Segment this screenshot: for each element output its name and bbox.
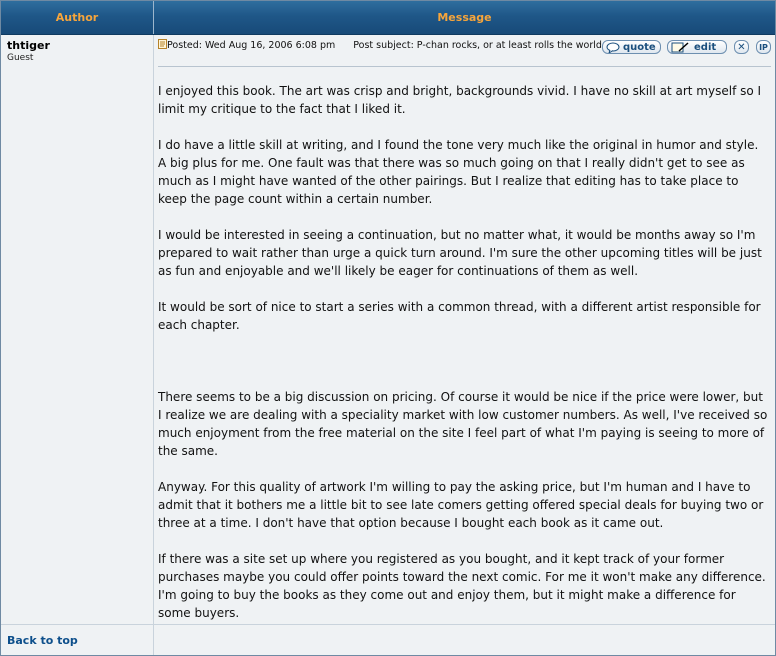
author-rank: Guest (7, 53, 34, 63)
footer-message-cell (154, 625, 775, 655)
author-name: thtiger (7, 39, 50, 52)
post-date: Posted: Wed Aug 16, 2006 6:08 pm (167, 40, 336, 51)
table-header (1, 1, 775, 35)
post-body (158, 82, 770, 640)
post-author-cell (1, 35, 154, 624)
quote-button[interactable] (602, 40, 661, 54)
post-paragraph: There seems to be a big discussion on pricing. Of course it would be nice if the price were lower, but I realize we are dealing with a speciality market with low customer numbers. As well, I've received so much enjoyment from the free material on the site I feel part of what I'm paying is seeing to more of the same. (158, 390, 768, 458)
post-divider (158, 66, 771, 67)
quote-label: quote (623, 42, 656, 53)
message-column-header: Message (437, 11, 492, 24)
post-paragraph: If there was a site set up where you registered as you bought, and it kept track of your former purchases maybe you could offer points toward the next comic. For me it won't make any difference. I'm going to buy the books as they come out and enjoy them, but it might make a difference for some buyers. (158, 552, 766, 620)
post-paragraph: I would be interested in seeing a continuation, but no matter what, it would be months away so I'm prepared to wait rather than urge a quick turn around. I'm sure the other upcoming titles will be just as fun and enjoyable and we'll likely be eager for continuations of them as well. (158, 228, 762, 278)
post-paragraph: I enjoyed this book. The art was crisp and bright, backgrounds vivid. I have no skill at art myself so I limit my critique to the fact that I liked it. (158, 84, 762, 116)
ip-label: IP (759, 43, 768, 52)
footer-author-cell (1, 625, 154, 655)
delete-icon: ✕ (737, 42, 746, 53)
ip-button[interactable] (756, 40, 771, 54)
post-subject: Post subject: P-chan rocks, or at least rolls the world (353, 40, 602, 51)
post-paragraph: It would be sort of nice to start a series with a common thread, with a different artist responsible for each chapter. (158, 300, 761, 332)
quote-icon (606, 42, 620, 58)
post-message-cell (154, 35, 775, 624)
edit-icon (671, 42, 691, 58)
post-icon (158, 39, 167, 49)
post-header (158, 39, 603, 52)
edit-button[interactable] (667, 40, 727, 54)
author-column-header: Author (55, 11, 99, 24)
delete-button[interactable] (734, 40, 749, 54)
back-to-top-link[interactable]: Back to top (7, 634, 78, 647)
post-paragraph: I do have a little skill at writing, and I found the tone very much like the original in humor and style. A big plus for me. One fault was that there was so much going on that I really didn't get to see as much as I might have wanted of the other pairings. But I realize that editing has to take place to keep the page count within a certain number. (158, 138, 759, 206)
edit-label: edit (694, 42, 717, 53)
post-paragraph: Anyway. For this quality of artwork I'm willing to pay the asking price, but I'm human and I have to admit that it bothers me a little bit to see late comers getting offered special deals for buying two or three at a time. I don't have that option because I bought each book as it came out. (158, 480, 764, 530)
